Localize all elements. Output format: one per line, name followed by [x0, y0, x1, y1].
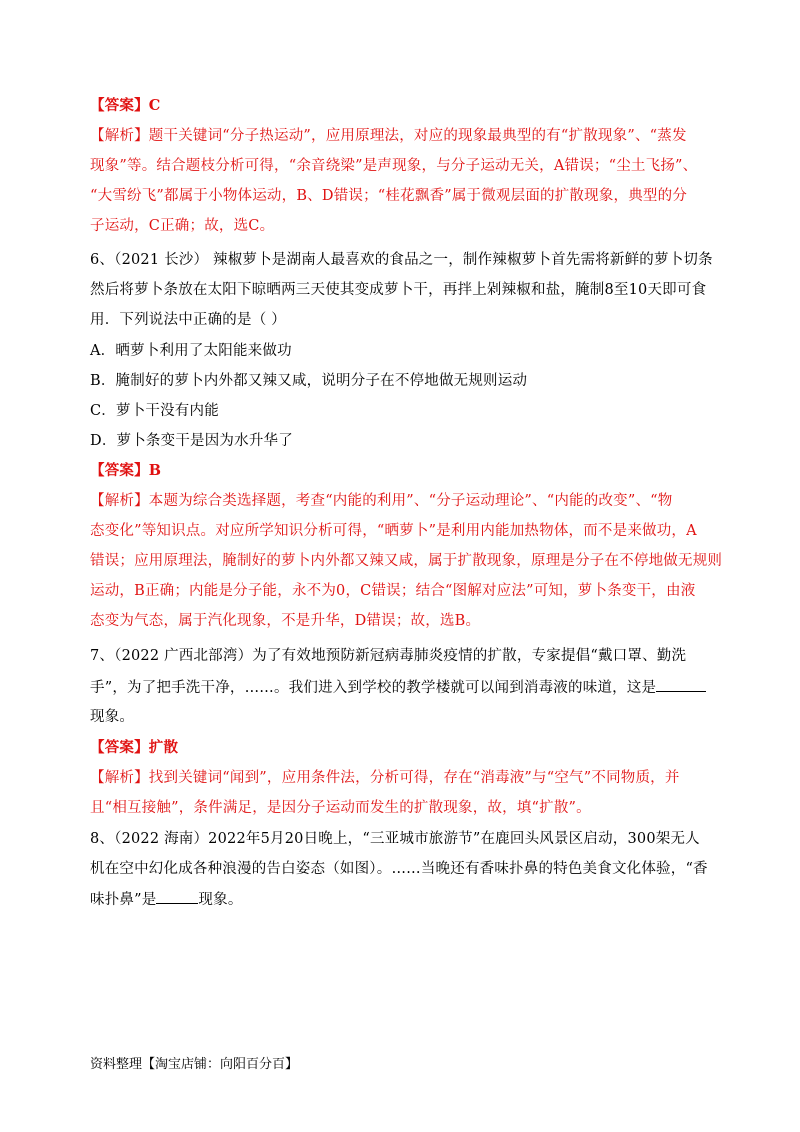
q6-option-b: B．腌制好的萝卜内外都又辣又咸，说明分子在不停地做无规则运动	[90, 373, 528, 389]
q8-stem-line: 机在空中幻化成各种浪漫的告白姿态（如图）。……当晚还有香味扑鼻的特色美食文化体验，“香	[90, 861, 708, 877]
q8-stem-line-with-blank	[90, 889, 720, 910]
q6-analysis-line: 错误；应用原理法，腌制好的萝卜内外都又辣又咸，属于扩散现象，原理是分子在不停地做无规则	[90, 553, 723, 569]
q5-answer: 【答案】C	[90, 97, 161, 114]
q6-analysis-line: 运动，B正确；内能是分子能，永不为0，C错误；结合“图解对应法”可知，萝卜条变干，由液	[90, 583, 696, 599]
q6-option-d: D．萝卜条变干是因为水升华了	[90, 433, 293, 449]
q5-analysis-line: 现象”等。结合题枝分析可得，“余音绕梁”是声现象，与分子运动无关，A错误；“尘土飞扬”、	[90, 158, 698, 174]
q7-stem-line: 7、（2022 广西北部湾）为了有效地预防新冠病毒肺炎疫情的扩散，专家提倡“戴口罩、勤洗	[90, 648, 687, 664]
q7-analysis-line: 且“相互接触”，条件满足，是因分子运动而发生的扩散现象，故，填“扩散”。	[90, 800, 591, 816]
page-footer: 资料整理【淘宝店铺：向阳百分百】	[90, 1057, 299, 1072]
q6-option-a: A．晒萝卜利用了太阳能来做功	[90, 343, 292, 359]
q6-stem-line: 6、（2021 长沙） 辣椒萝卜是湖南人最喜欢的食品之一，制作辣椒萝卜首先需将新鲜的萝卜切条	[90, 252, 713, 268]
q7-analysis-line: 【解析】找到关键词“闻到”，应用条件法，分析可得，存在“消毒液”与“空气”不同物质，并	[90, 770, 680, 786]
q6-stem-line: 用．下列说法中正确的是（ ）	[90, 312, 286, 328]
q6-analysis-line: 态变为气态，属于汽化现象，不是升华，D错误；故，选B。	[90, 613, 481, 629]
q5-analysis-line: 【解析】题干关键词“分子热运动”，应用原理法，对应的现象最典型的有“扩散现象”、“蒸发	[90, 128, 687, 144]
q6-analysis-line: 【解析】本题为综合类选择题，考查“内能的利用”、“分子运动理论”、“内能的改变”、“物	[90, 493, 673, 509]
q5-analysis-line: 子运动，C正确；故，选C。	[90, 218, 275, 234]
q7-answer: 【答案】扩散	[90, 739, 179, 756]
q8-stem-line: 8、（2022 海南）2022年5月20日晚上，“三亚城市旅游节”在鹿回头风景区启动，300架无人	[90, 831, 700, 847]
q7-stem-line: 现象。	[90, 709, 135, 725]
q7-stem-text: 手”，为了把手洗干净，……。我们进入到学校的教学楼就可以闻到消毒液的味道，这是	[90, 680, 657, 696]
q6-option-c: C．萝卜干没有内能	[90, 403, 219, 419]
q6-analysis-line: 态变化”等知识点。对应所学知识分析可得，“晒萝卜”是利用内能加热物体，而不是来做功，A	[90, 523, 697, 539]
q6-answer: 【答案】B	[90, 462, 162, 479]
q8-answer-blank	[156, 889, 198, 904]
q8-stem-text: 现象。	[198, 892, 243, 908]
q5-analysis-line: “大雪纷飞”都属于小物体运动，B、D错误；“桂花飘香”属于微观层面的扩散现象，典型的分	[90, 188, 688, 204]
q6-stem-line: 然后将萝卜条放在太阳下晾晒两三天使其变成萝卜干，再拌上剁辣椒和盐，腌制8至10天即可食	[90, 282, 707, 298]
q7-stem-line-with-blank	[90, 677, 720, 698]
q7-answer-blank	[656, 677, 706, 692]
q8-stem-text: 味扑鼻”是	[90, 892, 157, 908]
